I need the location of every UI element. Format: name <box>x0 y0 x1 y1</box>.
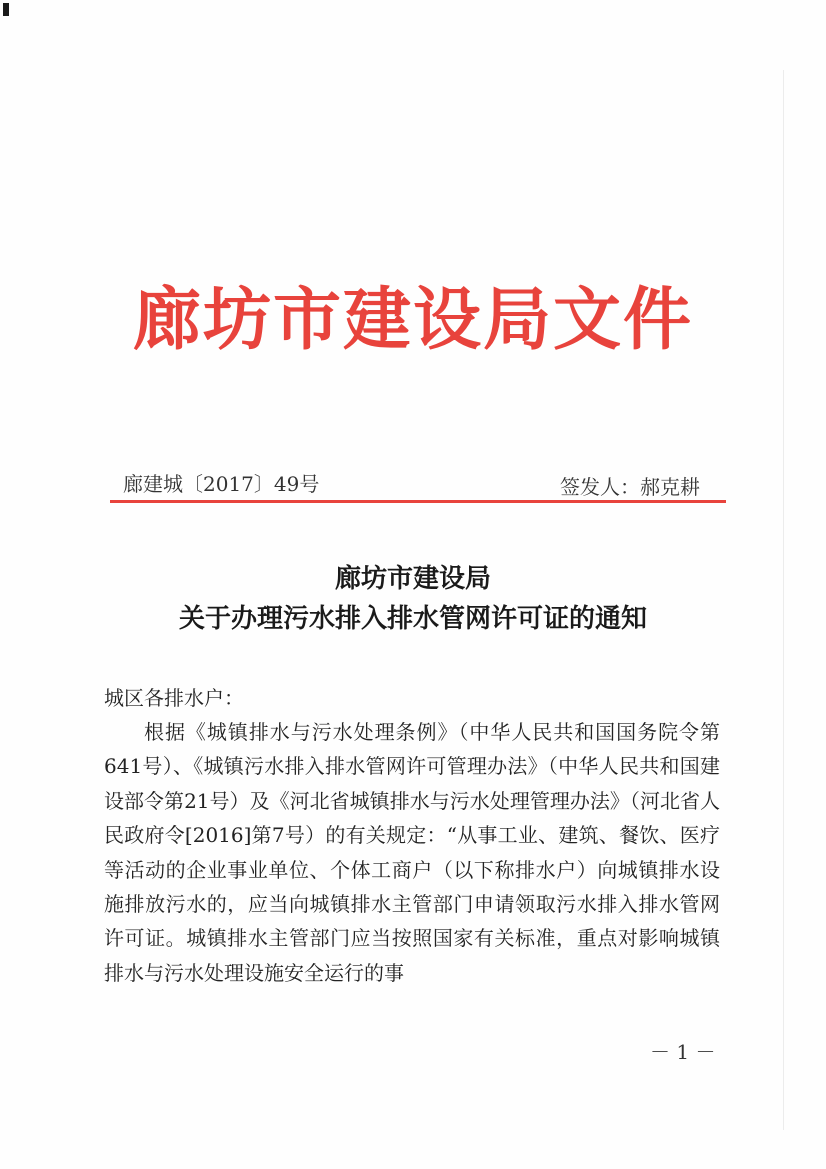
scan-edge-line <box>783 70 784 1130</box>
scan-mark <box>3 3 9 16</box>
notice-title-line1: 廊坊市建设局 <box>334 564 491 594</box>
document-number: 廊建城〔2017〕49号 <box>123 472 320 496</box>
issuer-signature: 签发人：郝克耕 <box>560 475 700 499</box>
salutation: 城区各排水户： <box>104 686 244 710</box>
page-number: － 1 － <box>650 1040 716 1064</box>
body-paragraph: 根据《城镇排水与污水处理条例》（中华人民共和国国务院令第641号）、《城镇污水排入排水管网许可管理办法》（中华人民共和国建设部令第21号）及《河北省城镇排水与污水处理管理办法》（河北省人民政府令[2016]第7号）的有关规定：“从事工业、建筑、餐饮、医疗等活动的企业事业单位、个体工商户（以下称排水户）向城镇排水设施排放污水的，应当向城镇排水主管部门申请领取污水排入排水管网许可证。城镇排水主管部门应当按照国家有关标准，重点对影响城镇排水与污水处理设施安全运行的事 <box>104 720 720 985</box>
red-separator-line <box>110 500 726 503</box>
red-header-title: 廊坊市建设局文件 <box>132 280 693 360</box>
notice-title-line2: 关于办理污水排入排水管网许可证的通知 <box>178 604 647 634</box>
